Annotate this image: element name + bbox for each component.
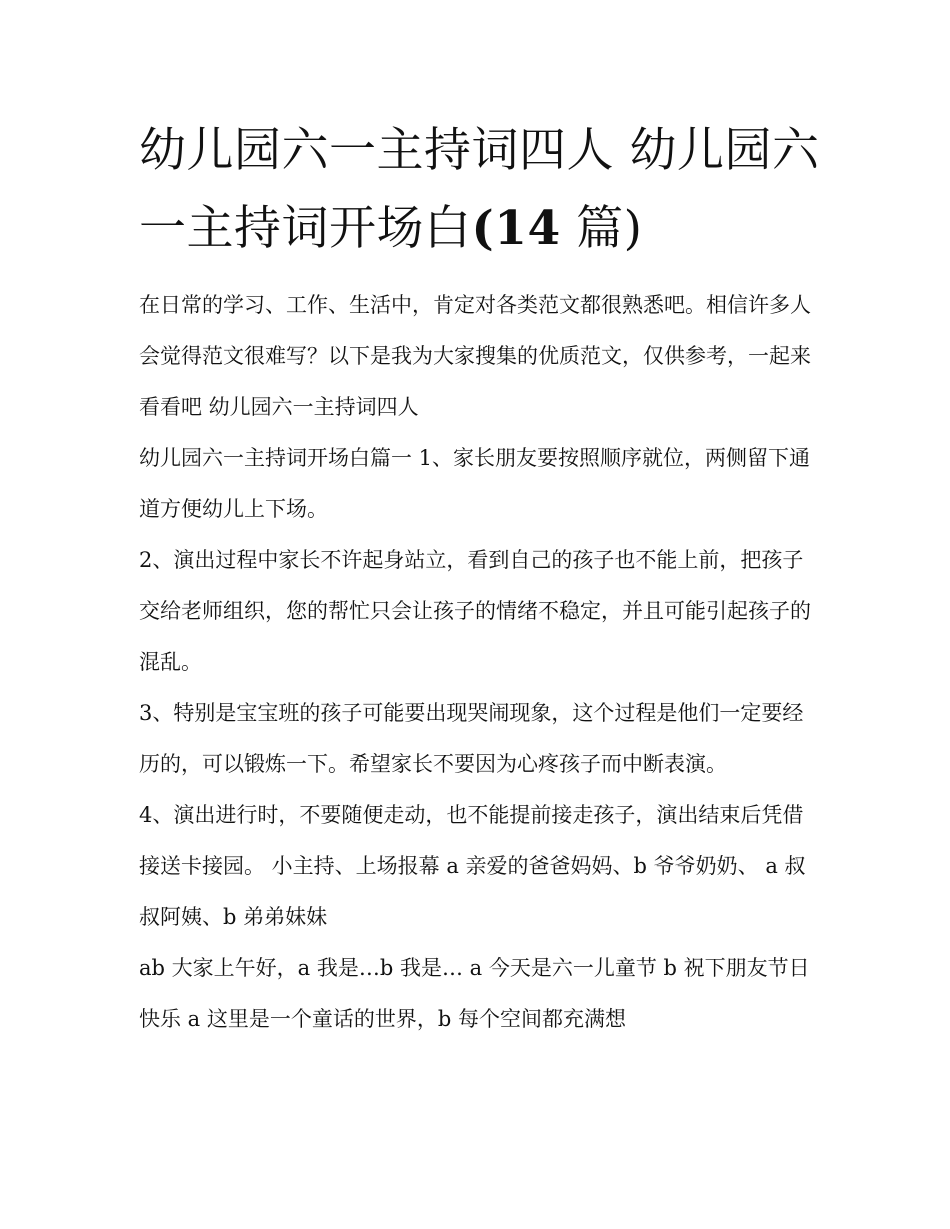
paragraph-3: 3、特别是宝宝班的孩子可能要出现哭闹现象，这个过程是他们一定要经历的，可以锻炼一下。希望家长不要因为心疼孩子而中断表演。 bbox=[139, 701, 804, 776]
paragraph-4: 4、演出进行时，不要随便走动，也不能提前接走孩子，演出结束后凭借接送卡接园。 小主持、上场报幕 a 亲爱的爸爸妈妈、b 爷爷奶奶、 a 叔叔阿姨、b 弟弟妹妹 bbox=[139, 803, 806, 929]
paragraph-2: 2、演出过程中家长不许起身站立，看到自己的孩子也不能上前，把孩子交给老师组织，您的帮忙只会让孩子的情绪不稳定，并且可能引起孩子的混乱。 bbox=[139, 548, 811, 674]
paragraph-1: 幼儿园六一主持词开场白篇一 1、家长朋友要按照顺序就位，两侧留下通道方便幼儿上下场。 bbox=[139, 446, 811, 521]
title-suffix: 篇) bbox=[560, 201, 643, 256]
paragraph-intro: 在日常的学习、工作、生活中，肯定对各类范文都很熟悉吧。相信许多人会觉得范文很难写？以下是我为大家搜集的优质范文，仅供参考，一起来看看吧 幼儿园六一主持词四人 bbox=[139, 293, 811, 419]
title-count: (14 bbox=[471, 201, 561, 256]
document-title bbox=[139, 112, 839, 268]
document-body bbox=[139, 280, 819, 1045]
title-text: 幼儿园六一主持词四人 幼儿园六一主持词开场白 bbox=[139, 123, 820, 256]
paragraph-5: ab 大家上午好，a 我是…b 我是… a 今天是六一儿童节 b 祝下朋友节日快乐 a 这里是一个童话的世界，b 每个空间都充满想 bbox=[139, 956, 810, 1031]
